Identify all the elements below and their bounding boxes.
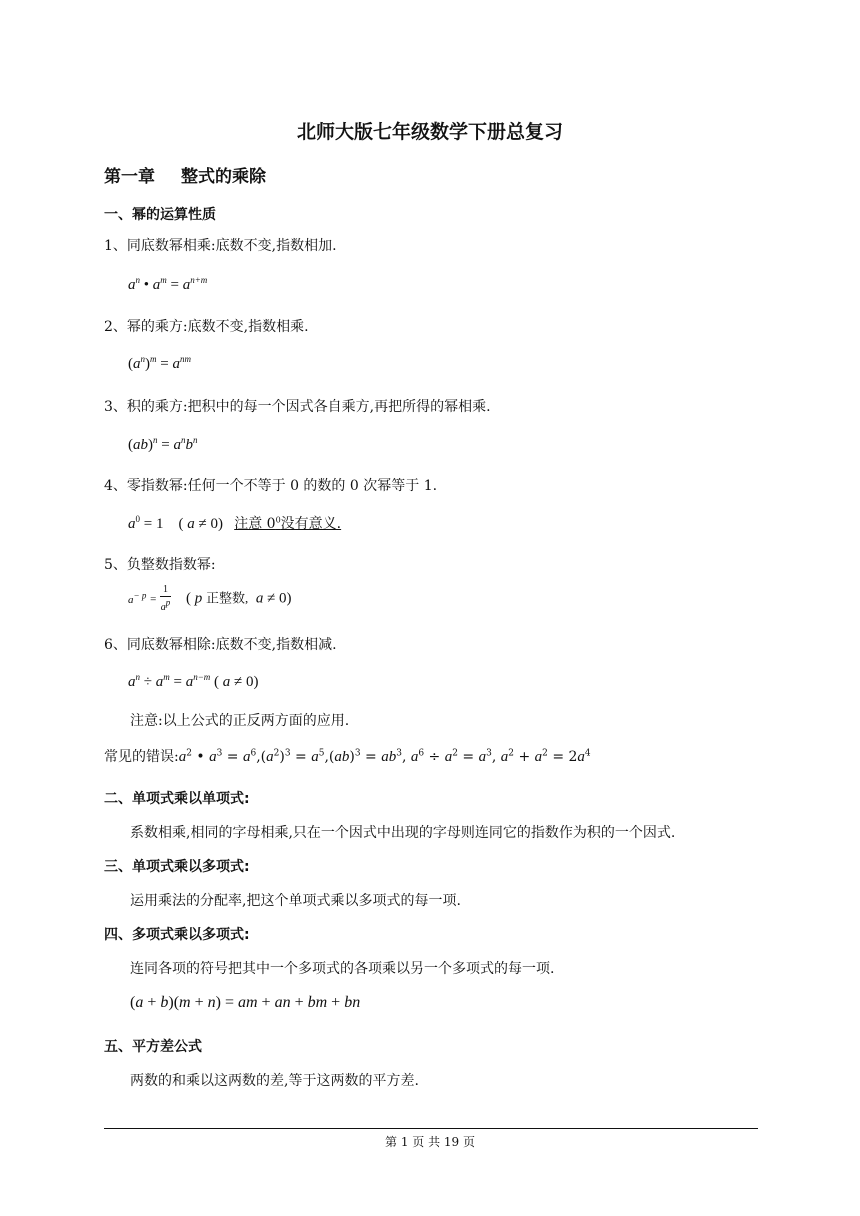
section-heading-5: 五、平方差公式 bbox=[104, 1039, 202, 1055]
footer-divider bbox=[104, 1128, 758, 1129]
section-heading-4: 四、多项式乘以多项式: bbox=[104, 927, 250, 943]
chapter-number: 第一章 bbox=[104, 167, 155, 187]
rule-1: 1、同底数幂相乘:底数不变,指数相加. bbox=[104, 238, 337, 254]
paragraph-diff-squares: 两数的和乘以这两数的差,等于这两数的平方差. bbox=[130, 1073, 419, 1089]
page-footer: 第 1 页 共 19 页 bbox=[385, 1135, 475, 1149]
section-heading-3: 三、单项式乘以多项式: bbox=[104, 859, 250, 875]
rule-2: 2、幂的乘方:底数不变,指数相乘. bbox=[104, 319, 309, 335]
chapter-heading bbox=[104, 162, 266, 187]
rule-3: 3、积的乘方:把积中的每一个因式各自乘方,再把所得的幂相乘. bbox=[104, 399, 491, 415]
formula-product-rule: $a^n$ • $a^m = a^{n+m}$ bbox=[128, 275, 208, 293]
fraction: $\frac{1}{a^p}$ bbox=[160, 584, 171, 614]
chapter-name: 整式的乘除 bbox=[181, 167, 266, 187]
zero-note: 注意 $0^0$没有意义. bbox=[234, 515, 342, 532]
formula-zero-exponent: $a^0 = 1$ ( a ≠ 0) 注意 $0^0$没有意义. bbox=[128, 514, 342, 532]
section-heading-2: 二、单项式乘以单项式: bbox=[104, 791, 250, 807]
common-errors: 常见的错误$:a^2$ • $a^3 = a^6,(a^2)^3 = a^5,(ab)^3 = ab^3$, $a^6 \div a^2 = a^3$, $a^2 + a^2 = 2a^4$ bbox=[104, 748, 591, 765]
note-both-ways: 注意:以上公式的正反两方面的应用. bbox=[130, 713, 350, 729]
page-title: 北师大版七年级数学下册总复习 bbox=[296, 121, 563, 143]
formula-product-power: $(ab)^n = a^nb^n$ bbox=[128, 435, 198, 453]
paragraph-mono-poly: 运用乘法的分配率,把这个单项式乘以多项式的每一项. bbox=[130, 893, 461, 909]
formula-quotient-rule: $a^n \div a^m = a^{n-m}$ ( a ≠ 0) bbox=[128, 672, 259, 690]
formula-poly-product: (a + b)(m + n) = am + an + bm + bn bbox=[130, 994, 361, 1011]
paragraph-mono-mono: 系数相乘,相同的字母相乘,只在一个因式中出现的字母则连同它的指数作为积的一个因式. bbox=[130, 825, 676, 841]
errors-label: 常见的错误: bbox=[104, 749, 179, 765]
section-heading-1: 一、幂的运算性质 bbox=[104, 207, 216, 223]
formula-power-rule: $(a^n)^m = a^{nm}$ bbox=[128, 354, 191, 372]
rule-6: 6、同底数幂相除:底数不变,指数相减. bbox=[104, 637, 337, 653]
rule-5: 5、负整数指数幂: bbox=[104, 557, 216, 573]
rule-4: 4、零指数幂:任何一个不等于 0 的数的 0 次幂等于 1. bbox=[104, 478, 438, 494]
formula-negative-exponent: $a^{- p}$ = $\frac{1}{a^p}$ ( p 正整数, a ≠ 0) bbox=[128, 584, 292, 614]
paragraph-poly-poly: 连同各项的符号把其中一个多项式的各项乘以另一个多项式的每一项. bbox=[130, 961, 555, 977]
